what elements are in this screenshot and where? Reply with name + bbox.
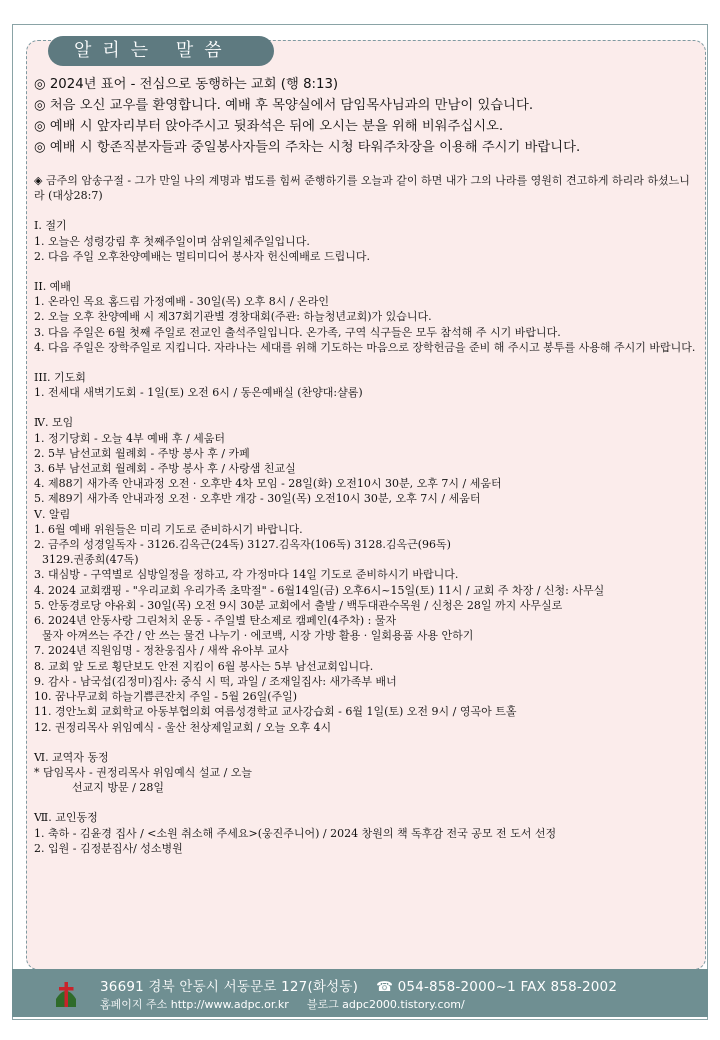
notice-parking: ◎ 예배 시 항존직분자들과 중일봉사자들의 주차는 시청 타워주차장을 이용해 주시기 바랍니다.	[34, 140, 581, 155]
footer-address: 36691 경북 안동시 서동문로 127(화성동)	[100, 979, 359, 995]
footer-phone: ☎ 054-858-2000~1 FAX 858-2002	[376, 979, 618, 995]
list-item: 11. 경안노회 교회학교 아동부협의회 여름성경학교 교사강습회 - 6월 1일(토) 오전 9시 / 영곡아 트홀	[34, 705, 517, 719]
list-item: 6. 2024년 안동사랑 그린처치 운동 - 주일별 탄소제로 캠페인(4주차) : 물자	[34, 614, 397, 628]
list-item: 3. 다음 주일은 6월 첫째 주일로 전교인 출석주일입니다. 온가족, 구역 식구들은 모두 참석해 주 시기 바랍니다.	[34, 325, 561, 339]
list-item: 1. 오늘은 성령강림 후 첫째주일이며 삼위일체주일입니다.	[34, 234, 310, 248]
list-item: 9. 감사 - 남국섭(김정미)집사: 중식 시 떡, 과일 / 조재일집사: 새가족부 배너	[34, 674, 397, 688]
spacer	[34, 355, 698, 370]
list-item: 2. 다음 주일 오후찬양예배는 멀티미디어 봉사자 헌신예배로 드립니다.	[34, 249, 370, 263]
list-item: 1. 정기당회 - 오늘 4부 예배 후 / 세움터	[34, 431, 226, 445]
content-area	[34, 74, 698, 856]
list-item: * 담임목사 - 권정리목사 위임예식 설교 / 오늘	[34, 765, 253, 779]
notice-welcome: ◎ 처음 오신 교우를 환영합니다. 예배 후 목양실에서 담임목사님과의 만남이 있습니다.	[34, 98, 534, 113]
spacer	[34, 203, 698, 218]
section-heading-prayer: III. 기도회	[34, 371, 86, 385]
list-item: 4. 다음 주일은 장학주일로 지킵니다. 자라나는 세대를 위해 기도하는 마음으로 장학헌금을 준비 해 주시고 봉투를 사용해 주시기 바랍니다.	[34, 340, 696, 354]
list-item: 3. 6부 남선교회 월례회 - 주방 봉사 후 / 사랑샘 친교실	[34, 462, 296, 476]
list-item-continuation: 3129.권종희(47독)	[42, 553, 139, 567]
spacer	[34, 735, 698, 750]
section-heading-announcements: Ⅴ. 알림	[34, 507, 71, 521]
blog-link[interactable]: 블로그 adpc2000.tistory.com/	[306, 998, 465, 1011]
homepage-link[interactable]: 홈페이지 주소 http://www.adpc.or.kr	[100, 998, 289, 1011]
spacer	[34, 795, 698, 810]
spacer	[34, 158, 698, 173]
section-heading-season: I. 절기	[34, 219, 67, 233]
list-item: 2. 오늘 오후 찬양예배 시 제37회기관별 경창대회(주관: 하늘청년교회)가 있습니다.	[34, 310, 432, 324]
notice-motto: ◎ 2024년 표어 - 전심으로 동행하는 교회 (행 8:13)	[34, 77, 339, 92]
list-item: 7. 2024년 직원임명 - 정찬웅집사 / 새싹 유아부 교사	[34, 644, 289, 658]
section-heading-worship: II. 예배	[34, 280, 71, 294]
section-heading-ministers: Ⅵ. 교역자 동정	[34, 750, 109, 764]
footer-links	[100, 996, 465, 1012]
list-item: 10. 꿈나무교회 하늘기쁨큰잔치 주일 - 5월 26일(주일)	[34, 690, 298, 704]
list-item: 4. 2024 교회캠핑 - "우리교회 우리가족 초막절" - 6월14일(금) 오후6시~15일(토) 11시 / 교회 주 차장 / 신청: 사무실	[34, 583, 605, 597]
list-item: 5. 안동경로당 야유회 - 30일(목) 오전 9시 30분 교회에서 출발 / 백두대관수목원 / 신청은 28일 까지 사무실로	[34, 598, 563, 612]
memory-verse: ◈ 금주의 암송구절 - 그가 만일 나의 계명과 법도를 힘써 준행하기를 오늘과 같이 하면 내가 그의 나라를 영원히 견고하게 하리라 하셨느니라 (대상28:7)	[34, 174, 690, 203]
list-item: 2. 5부 남선교회 월례회 - 주방 봉사 후 / 카페	[34, 446, 250, 460]
list-item: 1. 전세대 새벽기도회 - 1일(토) 오전 6시 / 동은예배실 (찬양대:샬롬)	[34, 386, 363, 400]
list-item: 3. 대심방 - 구역별로 심방일정을 정하고, 각 가정마다 14일 기도로 준비하시기 바랍니다.	[34, 568, 459, 582]
notice-seating: ◎ 예배 시 앞자리부터 앉아주시고 뒷좌석은 뒤에 오시는 분을 위해 비워주십시오.	[34, 119, 504, 134]
list-item-continuation: 선교지 방문 / 28일	[72, 781, 164, 795]
section-title: 알리는 말씀	[48, 36, 274, 66]
footer-bar	[12, 969, 708, 1017]
list-item: 1. 온라인 목요 홈드림 가정예배 - 30일(목) 오후 8시 / 온라인	[34, 295, 329, 309]
list-item: 2. 입원 - 김정분집사/ 성소병원	[34, 841, 183, 855]
spacer	[34, 400, 698, 415]
list-item: 12. 권정리목사 위임예식 - 울산 천상제일교회 / 오늘 오후 4시	[34, 720, 332, 734]
section-heading-members: Ⅶ. 교인동정	[34, 811, 98, 825]
list-item: 1. 축하 - 김윤경 집사 / <소원 취소해 주세요>(웅진주니어) / 2024 창원의 책 독후감 전국 공모 전 도서 선정	[34, 826, 557, 840]
section-heading-meetings: Ⅳ. 모임	[34, 416, 74, 430]
list-item-continuation: 물자 아껴쓰는 주간 / 안 쓰는 물건 나누기 · 에코백, 시장 가방 활용 · 일회용품 사용 안하기	[42, 629, 474, 643]
cross-logo-icon	[52, 979, 80, 1009]
list-item: 8. 교회 앞 도로 횡단보도 안전 지킴이 6월 봉사는 5부 남선교회입니다.	[34, 659, 374, 673]
list-item: 1. 6월 예배 위원들은 미리 기도로 준비하시기 바랍니다.	[34, 522, 303, 536]
footer-contact	[100, 975, 617, 995]
list-item: 4. 제88기 새가족 안내과정 오전 · 오후반 4차 모임 - 28일(화) 오전10시 30분, 오후 7시 / 세움터	[34, 477, 502, 491]
spacer	[34, 264, 698, 279]
list-item: 2. 금주의 성경일독자 - 3126.김옥근(24독) 3127.김옥자(106독) 3128.김옥근(96독)	[34, 538, 451, 552]
list-item: 5. 제89기 새가족 안내과정 오전 · 오후반 개강 - 30일(목) 오전10시 30분, 오후 7시 / 세움터	[34, 492, 481, 506]
